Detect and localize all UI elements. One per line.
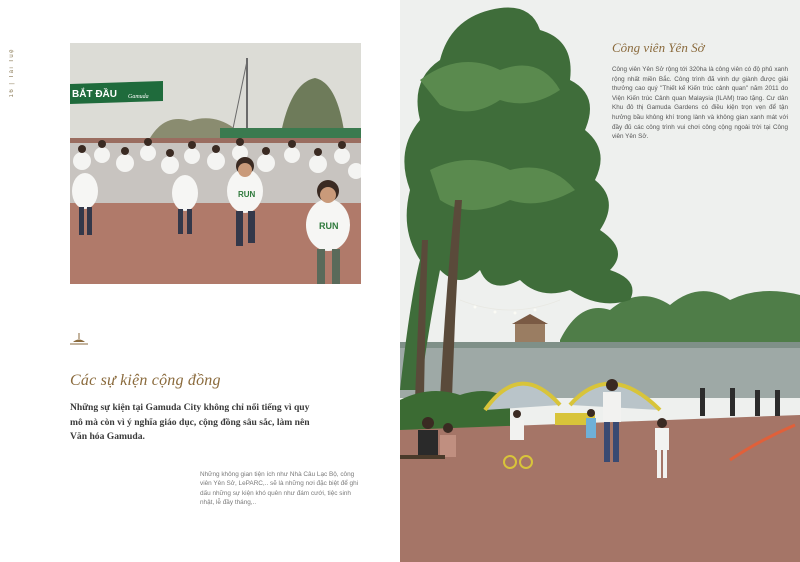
shirt-text: RUN	[238, 190, 256, 199]
right-page	[400, 0, 800, 562]
lead-paragraph: Những sự kiện tại Gamuda City không chỉ nổi tiếng vì quy mô mà còn vì ý nghĩa giáo dục, cộng đồng sâu sắc, làm nên Văn hóa Gamuda.	[70, 402, 310, 442]
right-title: Công viên Yên Sở	[612, 40, 705, 55]
running-head: 16 | Tái Tuệ	[9, 48, 15, 98]
start-banner-sub: Gamuda	[128, 94, 149, 100]
section-title: Các sự kiện cộng đồng	[70, 372, 221, 389]
shirt-text-2: RUN	[319, 221, 339, 231]
start-banner-text: BẮT ĐẦU	[72, 89, 117, 100]
body-paragraph: Những không gian tiện ích như Nhà Câu Lạc Bộ, công viên Yên Sở, LePARC,.. sẽ là những nơi đặc biệt để ghi dấu những sự kiện khó quên như đám cưới, tiệc sinh nhật, lễ đầy tháng,..	[200, 471, 359, 506]
right-body-paragraph: Công viên Yên Sở rộng tới 320ha là công viên có độ phủ xanh rộng nhất miền Bắc. Công trình đã vinh dự giành được giải thưởng cao quý "Thiết kế Kiến trúc cảnh quan" năm 2011 do Viện Kiến trúc Cảnh quan Malaysia (ILAM) trao tặng. Cư dân Khu đô thị Gamuda Gardens có điều kiện trọn vẹn để tận hưởng bầu không khí trong lành và không gian xanh mát với đầy đủ các công trình vui chơi công cộng ngoài trời tại Công viên Yên Sở.	[612, 66, 788, 141]
fun-run-illustration	[70, 43, 361, 284]
lamp-ornament-icon	[70, 333, 88, 347]
fun-run-photo	[70, 43, 361, 284]
